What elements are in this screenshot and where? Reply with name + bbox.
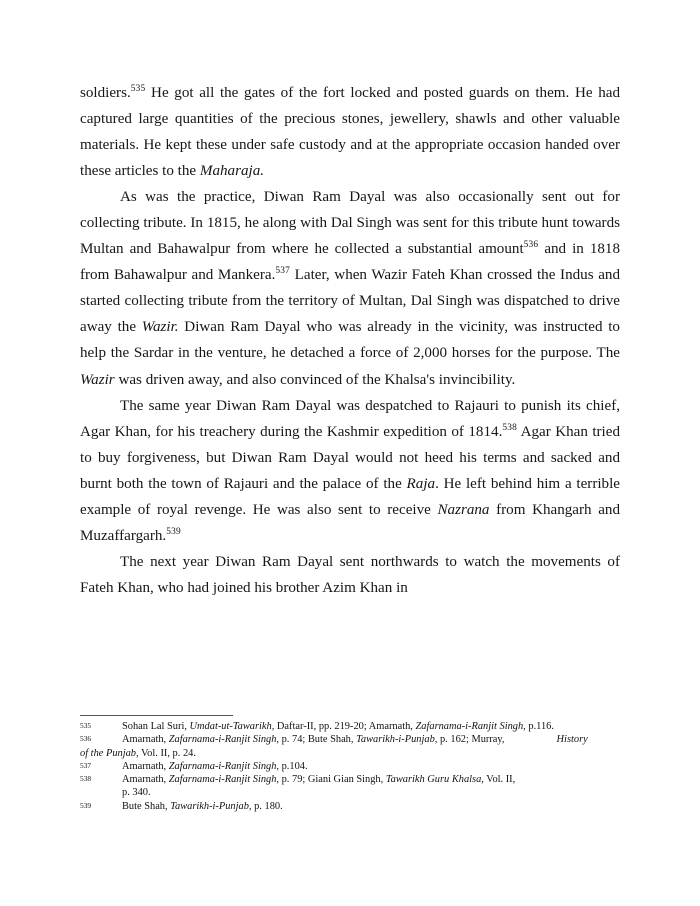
text-run: Diwan Ram Dayal who was already in the vicinity, was instructed to help the Sardar in the venture, he detached a force of 2,000 horses for the purpose. The — [80, 319, 620, 362]
text-run: The same year Diwan Ram Dayal was despatched to Rajauri to punish its chief, Agar Khan, for his treachery during the Kashmir expedition of 1814. — [80, 397, 620, 440]
footnote-item-536 — [80, 733, 620, 760]
footnote-text — [122, 734, 588, 745]
footnote-reference-539[interactable]: 539 — [166, 526, 181, 537]
text-run: p. 79; Giani Gian Singh, — [279, 774, 386, 786]
text-run: p.104. — [279, 760, 308, 772]
text-run: Bute Shah, — [122, 800, 171, 812]
italic-term: Zafarnama-i-Ranjit Singh, — [168, 774, 280, 786]
italic-term: Zafarnama-i-Ranjit Singh, — [168, 760, 280, 772]
footnote-text — [122, 801, 283, 812]
text-run: The next year Diwan Ram Dayal sent northwards to watch the movements of Fateh Khan, who had joined his brother Azim Khan in — [80, 553, 620, 596]
text-run: . He left behind him a terrible example of royal revenge. He was also sent to receive — [80, 475, 620, 518]
paragraph-p4 — [80, 549, 620, 601]
footnote-reference-536[interactable]: 536 — [523, 240, 539, 251]
text-run: Amarnath, — [122, 734, 169, 746]
text-run: Amarnath, — [122, 774, 169, 786]
text-run: p. 340. — [122, 787, 151, 799]
italic-term: Maharaja. — [199, 163, 265, 180]
text-run: Sohan Lal Suri, — [122, 721, 190, 732]
text-run: from Khangarh and Muzaffargarh. — [80, 501, 620, 544]
footnote-section — [80, 715, 620, 813]
text-run: p. 162; Murray, — [437, 734, 505, 746]
body-text-area — [80, 80, 620, 601]
paragraph-p3 — [80, 393, 620, 549]
footnote-reference-538[interactable]: 538 — [502, 422, 518, 433]
footnote-text — [122, 774, 515, 798]
footnote-list — [80, 720, 620, 813]
text-run: Later, when Wazir Fateh Khan crossed the Indus and started collecting tribute from the territory of Multan, Dal Singh was dispatched to drive away the — [80, 267, 621, 336]
footnote-reference-537[interactable]: 537 — [275, 266, 291, 277]
text-run: soldiers. — [80, 85, 131, 101]
italic-term: Nazrana — [437, 501, 490, 518]
footnote-number-537[interactable]: 537 — [80, 760, 92, 770]
text-run: was driven away, and also convinced of the Khalsa's invincibility. — [114, 371, 516, 388]
footnote-number-539[interactable]: 539 — [80, 800, 92, 810]
footnote-text — [122, 761, 308, 772]
footnote-separator-rule — [80, 715, 233, 716]
italic-term: Tawarikh Guru Khalsa, — [385, 774, 484, 786]
footnote-number-536[interactable]: 536 — [80, 734, 92, 744]
italic-term: Tawarikh-i-Punjab, — [356, 734, 438, 746]
text-run: As was the practice, Diwan Ram Dayal was also occasionally sent out for collecting tribute. In 1815, he along with Dal Singh was sent for this tribute hunt towards Multan and Bahawalpur from where he collected a substantial amount — [80, 189, 620, 258]
italic-term: Zafarnama-i-Ranjit Singh, — [415, 721, 526, 732]
text-run: p.116. — [525, 721, 554, 732]
footnote-text — [122, 721, 554, 732]
text-run: p. 74; Bute Shah, — [279, 734, 357, 746]
italic-term: Zafarnama-i-Ranjit Singh, — [168, 734, 280, 746]
text-run: Agar Khan tried to buy forgiveness, but Diwan Ram Dayal would not heed his terms and sacked and burnt both the town of Rajauri and the palace of the — [80, 423, 620, 492]
footnote-item-539 — [80, 800, 620, 813]
paragraph-p2 — [80, 184, 620, 392]
paragraph-p1 — [80, 80, 620, 184]
text-run: Vol. II, — [483, 774, 516, 786]
italic-term: Umdat-ut-Tawarikh, — [189, 721, 275, 732]
footnote-continuation — [80, 747, 620, 760]
text-run: p. 180. — [251, 800, 283, 812]
text-run: Amarnath, — [122, 760, 169, 772]
text-run: Vol. II, p. 24. — [138, 747, 196, 759]
footnote-item-538 — [80, 773, 620, 800]
italic-term: Raja — [406, 475, 436, 492]
footnote-reference-535[interactable]: 535 — [130, 83, 146, 94]
footnote-number-538[interactable]: 538 — [80, 774, 92, 784]
italic-term: Wazir — [80, 371, 115, 388]
italic-term: of the Punjab, — [80, 747, 139, 759]
text-run: He got all the gates of the fort locked and posted guards on them. He had captured large quantities of the precious stones, jewellery, shawls and other valuable materials. He kept these under safe custody and at the appropriate occasion handed over these articles to the — [80, 85, 620, 180]
italic-term: Tawarikh-i-Punjab, — [170, 800, 252, 812]
text-run: Daftar-II, pp. 219-20; Amarnath, — [274, 721, 416, 732]
footnote-number-535[interactable]: 535 — [80, 721, 92, 730]
text-run: and in 1818 from Bahawalpur and Mankera. — [80, 241, 621, 284]
footnote-item-535 — [80, 720, 620, 733]
footnote-item-537 — [80, 760, 620, 773]
italic-term: History — [556, 734, 588, 746]
italic-term: Wazir. — [141, 319, 179, 336]
